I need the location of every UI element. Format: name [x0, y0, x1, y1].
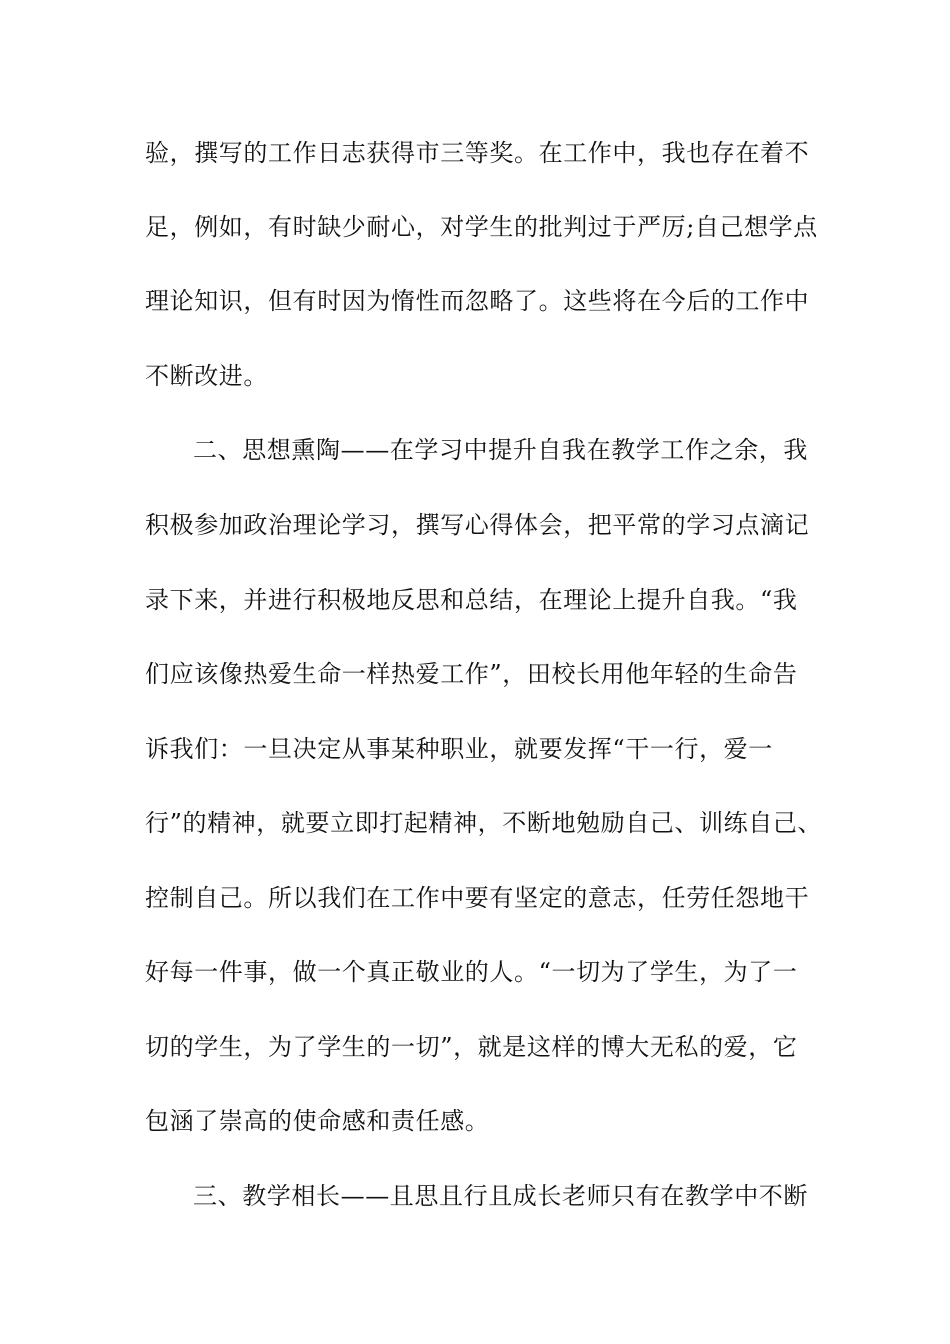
text-line: 行”的精神，就要立即打起精神，不断地勉励自己、训练自己、 [145, 809, 823, 837]
text-line: 积极参加政治理论学习，撰写心得体会，把平常的学习点滴记 [145, 511, 810, 539]
text-line: 包涵了崇高的使命感和责任感。 [145, 1107, 490, 1135]
text-line: 们应该像热爱生命一样热爱工作”，田校长用他年轻的生命告 [145, 660, 798, 688]
text-line: 录下来，并进行积极地反思和总结，在理论上提升自我。“我 [145, 586, 798, 614]
section-heading-line: 二、思想熏陶——在学习中提升自我在教学工作之余，我 [193, 436, 808, 464]
text-line: 足，例如，有时缺少耐心，对学生的批判过于严厉;自己想学点 [145, 213, 818, 241]
text-line: 切的学生，为了学生的一切”，就是这样的博大无私的爱，它 [145, 1033, 798, 1061]
text-line: 理论知识，但有时因为惰性而忽略了。这些将在今后的工作中 [145, 287, 810, 315]
text-line: 诉我们：一旦决定从事某种职业，就要发挥“干一行，爱一 [145, 735, 773, 763]
text-line: 好每一件事，做一个真正敬业的人。“一切为了学生，为了一 [145, 958, 798, 986]
text-line: 不断改进。 [145, 362, 268, 390]
text-line: 控制自己。所以我们在工作中要有坚定的意志，任劳任怨地干 [145, 884, 810, 912]
text-line: 验，撰写的工作日志获得市三等奖。在工作中，我也存在着不 [145, 139, 810, 167]
section-heading-line: 三、教学相长——且思且行且成长老师只有在教学中不断 [193, 1182, 808, 1210]
